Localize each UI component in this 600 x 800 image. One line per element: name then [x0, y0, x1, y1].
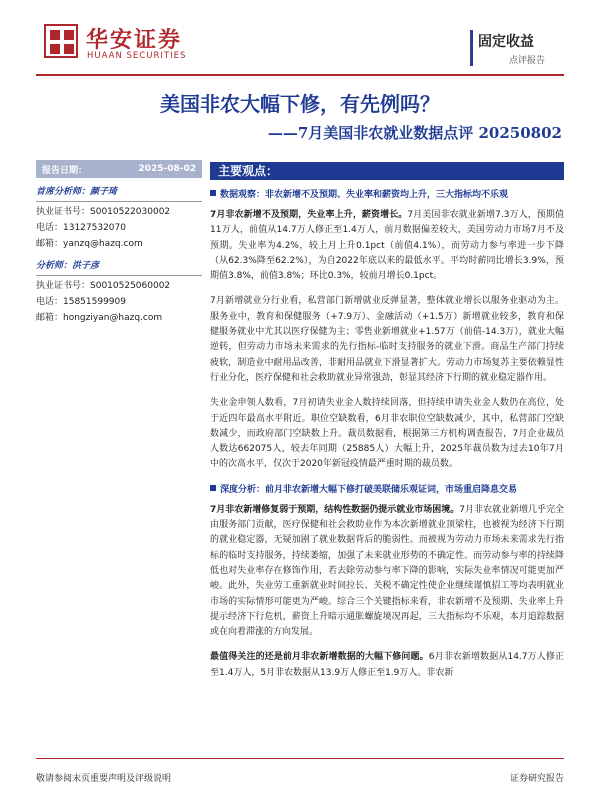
paragraph-text: 7月美国非农就业新增7.3万人，预期值11万人，前值从14.7万人修正至1.4万人，前月数据偏差较大，美国劳动力市场7月不及预期。失业率为4.2%，较上月上升0.1pct（前值4.1%），而劳动力参与率进一步下降（从62.3%降至62.2%），为自2022年底以来的最低水平。平均时薪同比增长3.9%，预期值3.8%，前值3.8%；环比0.3%，较前月增长0.1pct。 [210, 210, 564, 282]
analyst-divider [36, 275, 202, 276]
paragraph-text: 失业金申领人数看，7月初请失业金人数持续回落，但持续申请失业金人数仍在高位，处于近四年最高水平附近。职位空缺数看，6月非农职位空缺数减少，其中，私营部门空缺数减少，而政府部门空缺数上升。裁员数据看，根据第三方机构调查报告，7月企业裁员人数达662075人，较去年同期（25885人）大幅上升，2025年裁员数为过去10年7月中的次高水平，仅次于2020年新冠疫情最严重时期的裁员数。 [210, 398, 564, 470]
paragraph-text: 7月非农就业新增几乎完全由服务部门贡献，医疗保健和社会救助业作为本次新增就业顶梁柱，也被视为经济下行期的就业稳定器，无疑加剧了就业数据背后的脆弱性。而被视为劳动力市场未来需求先行指标的临时支持服务，持续萎缩，加强了未来就业形势的不确定性。而劳动参与率的持续降低也对失业率存在修饰作用，若去除劳动参与率下降的影响，实际失业率情况可能更加严峻。此外，失业劳工重新就业时间拉长、关税不确定性使企业继续谨慎招工等均表明就业市场的实际情形可能更为严峻。综合三个关键指标来看，非农新增不及预期、失业率上升提示经济下行危机，薪资上升暗示通胀螺旋境况再起，三大指标均不乐观，本月追踪数据或在向着滞涨的方向发展。 [210, 504, 564, 638]
brand-name-en: HUAAN SECURITIES [87, 51, 187, 61]
header-divider [36, 74, 564, 76]
footer-divider [36, 758, 564, 759]
bullet-square-icon [210, 485, 216, 491]
report-type: 点评报告 [509, 56, 546, 66]
section-bullet-text: 深度分析：前月非农新增大幅下修打破美联储乐观证词，市场重启降息交易 [220, 484, 518, 495]
body-paragraph [210, 503, 564, 641]
main-content [210, 188, 564, 691]
analyst-email[interactable]: 邮箱：hongziyan@hazq.com [36, 313, 163, 323]
report-date-bar [36, 160, 202, 178]
bullet-square-icon [210, 190, 216, 196]
report-header [0, 0, 600, 80]
report-subtitle: ——7月美国非农就业数据点评 20250802 [267, 124, 562, 142]
analyst-phone: 电话：13127532070 [36, 223, 126, 233]
section-bullet [210, 188, 564, 202]
analyst-email[interactable]: 邮箱：yanzq@hazq.com [36, 239, 143, 249]
huaan-logo-icon [44, 24, 78, 58]
brand-name-cn: 华安证券 [86, 27, 183, 53]
body-paragraph [210, 396, 564, 472]
analyst-cert: 执业证书号：S0010525060002 [36, 281, 171, 291]
report-date-label: 报告日期： [42, 165, 88, 176]
analyst-name: 首席分析师：颜子琦 [36, 187, 118, 197]
body-paragraph [210, 208, 564, 284]
body-paragraph [210, 294, 564, 386]
section-bullet [210, 483, 564, 497]
section-bullet-text: 数据观察：非农新增不及预期、失业率和薪资均上升，三大指标均不乐观 [220, 190, 509, 200]
key-points-heading: 主要观点： [210, 162, 564, 180]
analyst-sidebar [36, 160, 202, 326]
header-accent-bar [470, 30, 473, 66]
analyst-phone: 电话：15851599909 [36, 297, 126, 307]
paragraph-lead: 7月非农新增不及预期，失业率上升，薪资增长。 [210, 210, 408, 220]
report-date-value: 2025-08-02 [138, 164, 196, 174]
body-paragraph [210, 650, 564, 681]
disclaimer-note: 敬请参阅末页重要声明及评级说明 [36, 774, 172, 784]
paragraph-text: 6月非农新增数据从14.7万人修正至1.4万人，5月非农数据从13.9万人修正至1.9万人。非农新 [210, 652, 564, 678]
paragraph-lead: 最值得关注的还是前月非农新增数据的大幅下修问题。 [210, 652, 429, 663]
paragraph-text: 7月新增就业分行业看，私营部门新增就业反弹显著，整体就业增长以服务业驱动为主。服务业中，教育和保健服务（+7.9万）、金融活动（+1.5万）新增就业较多，教育和保健服务就业中尤其以医疗保健为主；零售业新增就业+1.57万（前值-14.3万），就业大幅逆转，但劳动力市场未来需求的先行指标-临时支持服务的就业下滑。商品生产部门持续疲软，制造业中耐用品改善，非耐用品就业下滑显著扩大。劳动力市场复苏主要依赖显性行业分化，医疗保健和社会救助就业异常强劲，彰显其经济下行期的就业稳定器作用。 [210, 296, 564, 383]
analyst-cert: 执业证书号：S0010522030002 [36, 207, 171, 217]
paragraph-lead: 7月非农新增修复弱于预期，结构性数据仍提示就业市场困境。 [210, 504, 460, 515]
report-title: 美国非农大幅下修，有先例吗？ [160, 92, 440, 116]
report-category: 固定收益 [478, 34, 534, 50]
report-kind-label: 证券研究报告 [509, 774, 564, 784]
analyst-divider [36, 201, 202, 202]
analyst-name: 分析师：洪子彦 [36, 261, 100, 271]
